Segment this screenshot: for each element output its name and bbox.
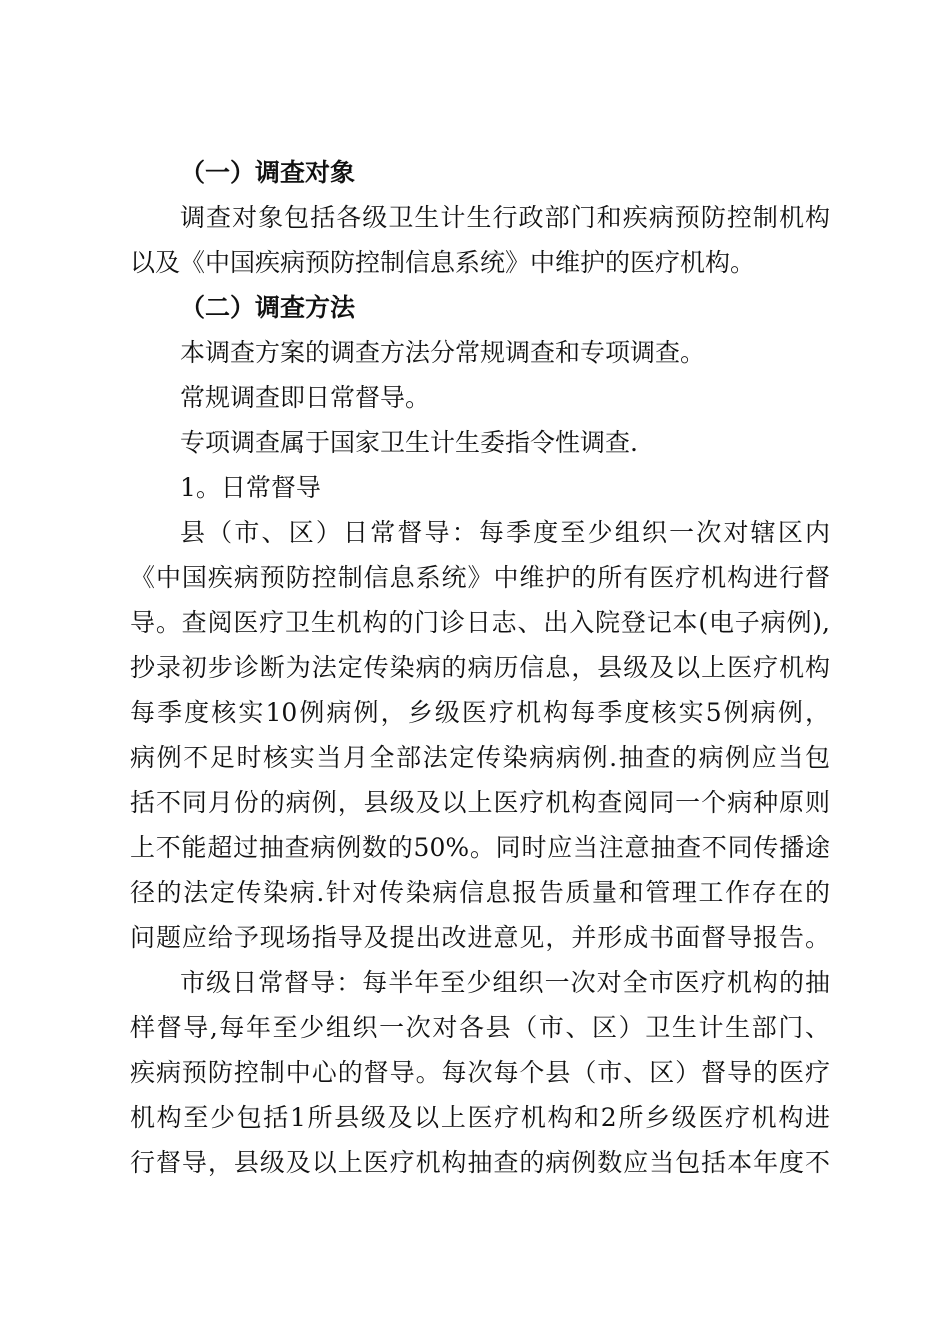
paragraph-line: 专项调查属于国家卫生计生委指令性调查. bbox=[180, 428, 638, 457]
paragraph-line: 机构至少包括1所县级及以上医疗机构和2所乡级医疗机构进 bbox=[130, 1103, 830, 1132]
paragraph-line: 本调查方案的调查方法分常规调查和专项调查。 bbox=[180, 338, 706, 367]
paragraph-line: 以及《中国疾病预防控制信息系统》中维护的医疗机构。 bbox=[130, 248, 756, 277]
paragraph-line: 抄录初步诊断为法定传染病的病历信息，县级及以上医疗机构 bbox=[130, 653, 830, 682]
paragraph-line: 常规调查即日常督导。 bbox=[180, 383, 431, 412]
paragraph-line: 调查对象包括各级卫生计生行政部门和疾病预防控制机构 bbox=[180, 203, 830, 232]
paragraph-line: 径的法定传染病.针对传染病信息报告质量和管理工作存在的 bbox=[130, 878, 830, 907]
paragraph-line: 行督导，县级及以上医疗机构抽查的病例数应当包括本年度不 bbox=[130, 1148, 830, 1177]
paragraph-line: 括不同月份的病例，县级及以上医疗机构查阅同一个病种原则 bbox=[130, 788, 830, 817]
paragraph-line: 问题应给予现场指导及提出改进意见，并形成书面督导报告。 bbox=[130, 923, 830, 952]
paragraph-line: 每季度核实10例病例，乡级医疗机构每季度核实5例病例， bbox=[130, 698, 830, 727]
paragraph-line: 导。查阅医疗卫生机构的门诊日志、出入院登记本(电子病例), bbox=[130, 608, 830, 637]
section-heading-survey-methods: （二）调查方法 bbox=[180, 293, 356, 322]
subheading-daily-supervision: 1。日常督导 bbox=[180, 473, 321, 502]
section-heading-survey-subjects: （一）调查对象 bbox=[180, 158, 356, 187]
paragraph-line: 病例不足时核实当月全部法定传染病病例.抽查的病例应当包 bbox=[130, 743, 830, 772]
paragraph-line: 县（市、区）日常督导：每季度至少组织一次对辖区内 bbox=[180, 518, 830, 547]
paragraph-line: 上不能超过抽查病例数的50%。同时应当注意抽查不同传播途 bbox=[130, 833, 830, 862]
paragraph-line: 市级日常督导：每半年至少组织一次对全市医疗机构的抽 bbox=[180, 968, 830, 997]
paragraph-line: 样督导,每年至少组织一次对各县（市、区）卫生计生部门、 bbox=[130, 1013, 830, 1042]
paragraph-line: 疾病预防控制中心的督导。每次每个县（市、区）督导的医疗 bbox=[130, 1058, 830, 1087]
paragraph-line: 《中国疾病预防控制信息系统》中维护的所有医疗机构进行督 bbox=[130, 563, 830, 592]
